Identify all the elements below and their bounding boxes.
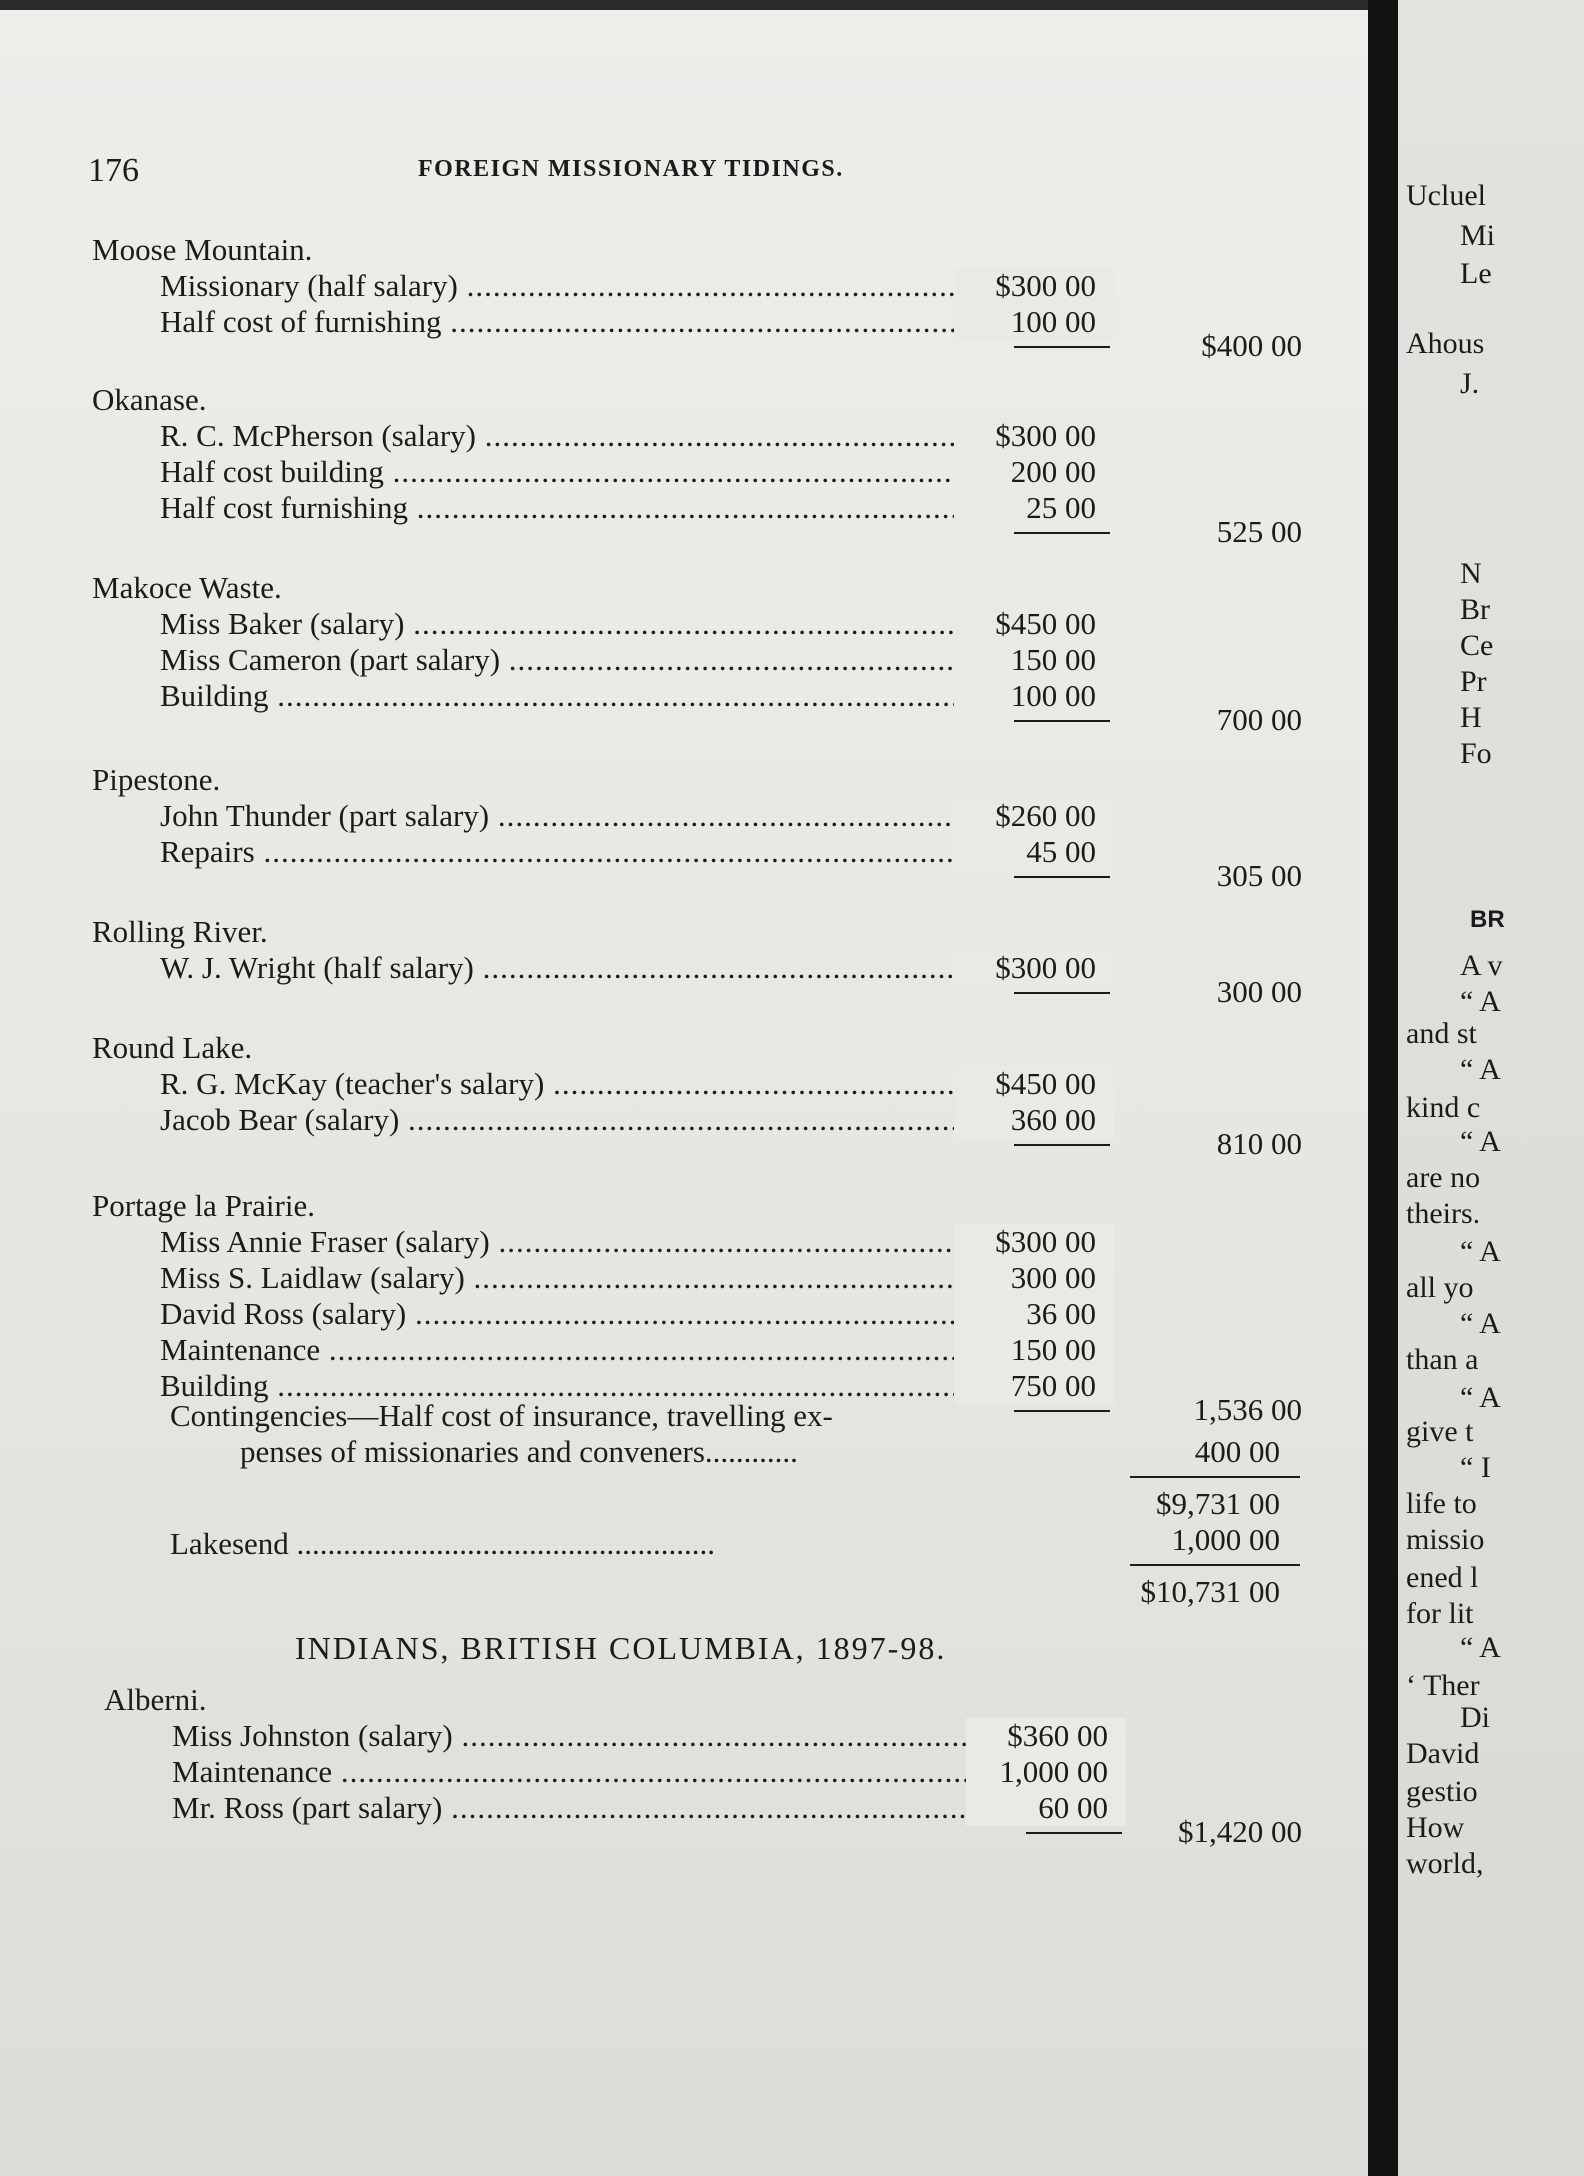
- item-amount: $360 00: [1007, 1718, 1108, 1753]
- right-page-fragment: “ A: [1460, 1631, 1501, 1664]
- right-page-fragment: “ A: [1460, 1235, 1501, 1268]
- right-page-fragment: J.: [1460, 367, 1480, 400]
- subtotal-rule: [1026, 1832, 1122, 1834]
- right-page-fragment: give t: [1406, 1415, 1474, 1448]
- right-page-fragment: gestio: [1406, 1775, 1478, 1808]
- item-description: Building .....: [160, 1368, 1040, 1404]
- section-total: 300 00: [1216, 974, 1302, 1009]
- page-number: 176: [88, 152, 139, 189]
- item-description: David Ross (salary) .....: [160, 1296, 1040, 1332]
- item-amount: 360 00: [1010, 1102, 1096, 1137]
- ledger-line: [92, 1332, 1342, 1368]
- ledger-line: [92, 268, 1342, 304]
- item-description: Building .....: [160, 678, 1040, 714]
- ledger-line: [92, 1066, 1342, 1102]
- grand-total: $10,731 00: [1140, 1574, 1280, 1609]
- item-description: Half cost furnishing .....: [160, 490, 1040, 526]
- section-title: Okanase.: [92, 382, 207, 417]
- right-page-fragment: Ucluel: [1406, 179, 1486, 212]
- ledger-section: [92, 762, 1342, 893]
- section-title: Makoce Waste.: [92, 570, 282, 605]
- item-amount: 100 00: [1010, 304, 1096, 339]
- section-total: 700 00: [1216, 702, 1302, 737]
- item-amount: $300 00: [995, 418, 1096, 453]
- right-page-fragment: Mi: [1460, 219, 1496, 252]
- subtotal-rule: [1014, 532, 1110, 534]
- ledger-section: [104, 1682, 1354, 1849]
- item-amount: $300 00: [995, 1224, 1096, 1259]
- page-header: [88, 152, 1288, 200]
- right-page-fragment: Le: [1460, 257, 1492, 290]
- contingencies-line: penses of missionaries and conveners............: [240, 1434, 798, 1469]
- item-amount: $300 00: [995, 268, 1096, 303]
- right-page-fragment: “ A: [1460, 1381, 1501, 1414]
- item-amount: 1,000 00: [999, 1754, 1108, 1789]
- subtotal-rule: [1014, 876, 1110, 878]
- item-amount: 150 00: [1010, 642, 1096, 677]
- item-description: Miss Cameron (part salary) .....: [160, 642, 1040, 678]
- item-amount: 150 00: [1010, 1332, 1096, 1367]
- right-page-fragment: ‘ Ther: [1406, 1669, 1480, 1702]
- right-page-fragment: BR: [1470, 906, 1505, 933]
- ledger-section: [92, 382, 1342, 549]
- subtotal-rule: [1014, 1410, 1110, 1412]
- subtotal: $9,731 00: [1156, 1486, 1280, 1521]
- item-description: Maintenance .....: [160, 1332, 1040, 1368]
- item-description: Missionary (half salary) .....: [160, 268, 1040, 304]
- ledger-section: [92, 1030, 1342, 1161]
- item-amount: 25 00: [1026, 490, 1096, 525]
- lakesend-label: Lakesend ......................................................: [170, 1526, 716, 1561]
- right-page-fragment: Pr: [1460, 665, 1487, 698]
- item-amount: 45 00: [1026, 834, 1096, 869]
- right-page-fragment: life to: [1406, 1487, 1477, 1520]
- right-page-fragment: and st: [1406, 1017, 1477, 1050]
- item-amount: 36 00: [1026, 1296, 1096, 1331]
- right-page-fragment: kind c: [1406, 1091, 1481, 1124]
- right-page-fragment: David: [1406, 1737, 1480, 1770]
- item-description: Miss S. Laidlaw (salary) .....: [160, 1260, 1040, 1296]
- item-description: Maintenance .....: [172, 1754, 1052, 1790]
- section-total: 810 00: [1216, 1126, 1302, 1161]
- subtotal-rule: [1014, 1144, 1110, 1146]
- right-page-fragment: “ A: [1460, 1053, 1501, 1086]
- item-description: Miss Baker (salary) .....: [160, 606, 1040, 642]
- total-rule: [1130, 1564, 1300, 1566]
- ledger-line: [104, 1718, 1354, 1754]
- right-page-fragment: are no: [1406, 1161, 1481, 1194]
- bc-heading: INDIANS, BRITISH COLUMBIA, 1897-98.: [295, 1630, 947, 1666]
- ledger-line: [92, 798, 1342, 834]
- lakesend-line: [170, 1526, 715, 1562]
- right-page-fragment: missio: [1406, 1523, 1485, 1556]
- ledger-section: [92, 570, 1342, 737]
- right-page-fragment: A v: [1460, 949, 1503, 982]
- item-amount: 300 00: [1010, 1260, 1096, 1295]
- item-description: John Thunder (part salary) .....: [160, 798, 1040, 834]
- subtotal-rule: [1014, 992, 1110, 994]
- right-page-fragment: ened l: [1406, 1561, 1479, 1594]
- section-title: Pipestone.: [92, 762, 221, 797]
- item-description: Half cost building .....: [160, 454, 1040, 490]
- right-page-fragment: “ A: [1460, 1307, 1501, 1340]
- right-page: [1398, 0, 1584, 2176]
- ledger-section: [92, 914, 1342, 1009]
- ledger-line: [92, 642, 1342, 678]
- item-amount: 100 00: [1010, 678, 1096, 713]
- contingencies-line: Contingencies—Half cost of insurance, travelling ex-: [170, 1398, 833, 1433]
- right-page-fragment: N: [1460, 557, 1482, 590]
- item-description: Miss Johnston (salary) .....: [172, 1718, 1052, 1754]
- item-description: Repairs .....: [160, 834, 1040, 870]
- right-page-fragment: How: [1406, 1811, 1465, 1844]
- item-amount: $450 00: [995, 606, 1096, 641]
- bc-total: $1,420 00: [1178, 1814, 1302, 1849]
- total-rule: [1130, 1476, 1300, 1478]
- section-title: Moose Mountain.: [92, 232, 313, 267]
- item-description: R. C. McPherson (salary) .....: [160, 418, 1040, 454]
- section-total: $400 00: [1201, 328, 1302, 363]
- ledger-line: [92, 1296, 1342, 1332]
- section-total: 525 00: [1216, 514, 1302, 549]
- right-page-fragment: H: [1460, 701, 1482, 734]
- section-total: 305 00: [1216, 858, 1302, 893]
- item-amount: 200 00: [1010, 454, 1096, 489]
- section-title: Round Lake.: [92, 1030, 253, 1065]
- right-page-fragment: Fo: [1460, 737, 1492, 770]
- right-page-fragment: theirs.: [1406, 1197, 1481, 1230]
- item-description: Jacob Bear (salary) .....: [160, 1102, 1040, 1138]
- ledger-line: [92, 454, 1342, 490]
- right-page-fragment: world,: [1406, 1847, 1484, 1880]
- item-description: R. G. McKay (teacher's salary) .....: [160, 1066, 1040, 1102]
- item-description: Miss Annie Fraser (salary) .....: [160, 1224, 1040, 1260]
- ledger-line: [92, 606, 1342, 642]
- subtotal-rule: [1014, 346, 1110, 348]
- item-amount: $450 00: [995, 1066, 1096, 1101]
- item-amount: 750 00: [1010, 1368, 1096, 1403]
- section-title: Rolling River.: [92, 914, 268, 949]
- right-page-fragment: “ A: [1460, 985, 1501, 1018]
- right-page-fragment: Br: [1460, 593, 1490, 626]
- item-amount: $300 00: [995, 950, 1096, 985]
- right-page-fragment: Di: [1460, 1701, 1490, 1734]
- section-total: 1,536 00: [1193, 1392, 1302, 1427]
- subtotal-rule: [1014, 720, 1110, 722]
- item-amount: 60 00: [1038, 1790, 1108, 1825]
- ledger-line: [92, 1260, 1342, 1296]
- ledger-line: [92, 1224, 1342, 1260]
- ledger-section: [92, 232, 1342, 363]
- running-title: FOREIGN MISSIONARY TIDINGS.: [418, 156, 844, 182]
- item-amount: $260 00: [995, 798, 1096, 833]
- item-description: Half cost of furnishing .....: [160, 304, 1040, 340]
- right-page-fragment: than a: [1406, 1343, 1479, 1376]
- right-page-fragment: for lit: [1406, 1597, 1474, 1630]
- right-page-fragment: Ce: [1460, 629, 1494, 662]
- ledger-line: [92, 418, 1342, 454]
- item-description: W. J. Wright (half salary) .....: [160, 950, 1040, 986]
- section-title: Portage la Prairie.: [92, 1188, 315, 1223]
- contingencies-amount: 400 00: [1194, 1434, 1280, 1469]
- ledger-line: [104, 1754, 1354, 1790]
- left-page: [0, 10, 1368, 2176]
- right-page-fragment: Ahous: [1406, 327, 1485, 360]
- book-gutter: [1368, 0, 1398, 2176]
- right-page-fragment: “ I: [1460, 1451, 1491, 1484]
- right-page-fragment: all yo: [1406, 1271, 1474, 1304]
- item-description: Mr. Ross (part salary) .....: [172, 1790, 1052, 1826]
- section-title: Alberni.: [104, 1682, 207, 1717]
- lakesend-amount: 1,000 00: [1171, 1522, 1280, 1557]
- right-page-fragment: “ A: [1460, 1125, 1501, 1158]
